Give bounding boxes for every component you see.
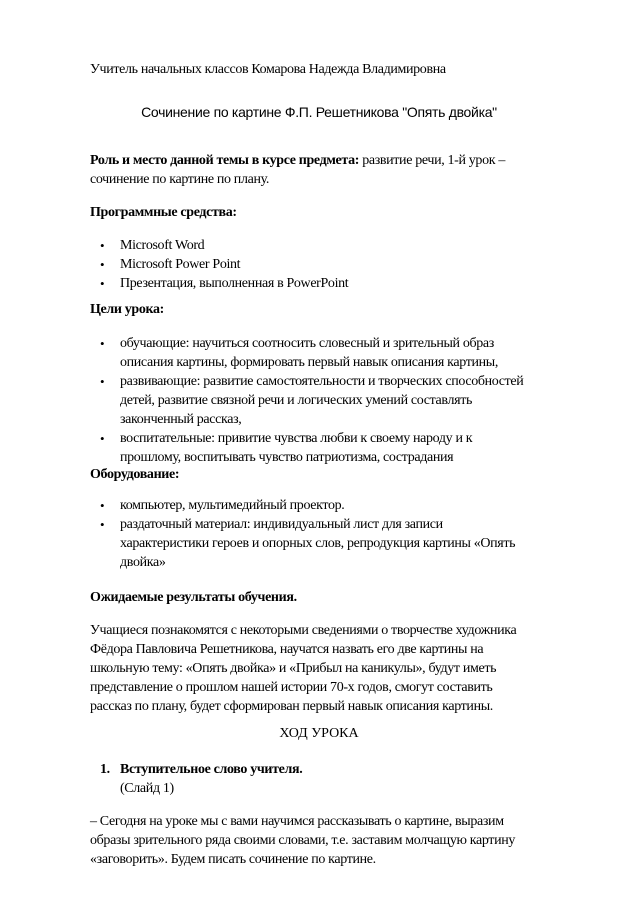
goal-line: • обучающие: научиться соотносить словесный и зрительный образ [120,336,494,351]
results-heading: Ожидаемые результаты обучения. [90,590,297,605]
equipment-line: • раздаточный материал: индивидуальный лист для записи [120,517,443,532]
step-slide-ref: (Слайд 1) [120,781,174,796]
goal-line: • воспитательные: привитие чувства любви к своему народу и к [120,431,473,446]
goal-line: детей, развитие связной речи и логических умений составлять [120,393,472,408]
list-item [90,372,610,429]
list-item [90,496,610,515]
list-item: • Microsoft Power Point [90,255,610,274]
software-heading: Программные средства: [90,205,237,220]
results-line: Учащиеся познакомятся с некоторыми сведениями о творчестве художника [90,623,517,638]
role-line-1 [90,151,600,170]
closing-line: – Сегодня на уроке мы с вами научимся рассказывать о картине, выразим [90,814,504,829]
step-number: 1. [100,762,110,777]
author-line: Учитель начальных классов Комарова Надежда Владимировна [90,62,446,77]
equipment-line: характеристики героев и опорных слов, репродукция картины «Опять [120,536,516,551]
goal-line: законченный рассказ, [120,412,242,427]
results-line: рассказ по плану, будет сформирован первый навык описания картины. [90,699,493,714]
equipment-heading: Оборудование: [90,467,180,482]
goals-heading: Цели урока: [90,302,164,317]
closing-line: «заговорить». Будем писать сочинение по картине. [90,852,376,867]
equipment-line: двойка» [120,555,166,570]
goals-list [90,334,610,467]
closing-line: образы зрительного ряда своими словами, т.е. заставим молчащую картину [90,833,516,848]
equipment-list [90,496,610,572]
equipment-line: • компьютер, мультимедийный проектор. [120,498,345,513]
list-item [90,515,610,572]
goal-line: описания картины, формировать первый навык описания картины, [120,355,499,370]
step-title: Вступительное слово учителя. [120,762,303,777]
list-item [90,429,610,467]
goal-line: прошлому, воспитывать чувство патриотизма, сострадания [120,450,454,465]
list-item [90,334,610,372]
software-list [90,236,610,293]
results-line: представление о прошлом нашей истории 70-х годов, смогут составить [90,680,493,695]
role-label: Роль и место данной темы в курсе предмета: [90,153,360,168]
list-item: • Microsoft Word [90,236,610,255]
role-text-1: развитие речи, 1-й урок – [359,153,505,168]
results-line: Фёдора Павловича Решетникова, научатся назвать его две картины на [90,642,484,657]
document-title: Сочинение по картине Ф.П. Решетникова "Опять двойка" [141,104,497,120]
role-line-2: сочинение по картине по плану. [90,172,269,187]
lesson-heading: ХОД УРОКА [279,726,359,741]
results-line: школьную тему: «Опять двойка» и «Прибыл на каникулы», будут иметь [90,661,497,676]
goal-line: • развивающие: развитие самостоятельности и творческих способностей [120,374,524,389]
list-item: • Презентация, выполненная в PowerPoint [90,274,610,293]
